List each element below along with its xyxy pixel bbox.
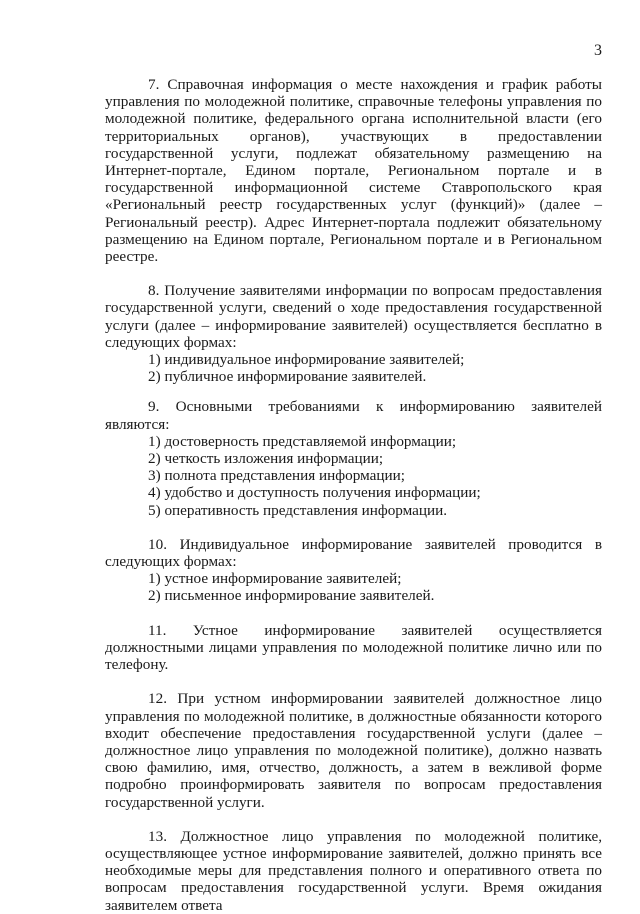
paragraph-10: 10. Индивидуальное информирование заявителей проводится в следующих формах:: [105, 535, 602, 571]
list-item: 1) достоверность представляемой информации;: [148, 432, 457, 450]
list-item: 2) публичное информирование заявителей.: [148, 368, 427, 386]
paragraph-12: 12. При устном информировании заявителей должностное лицо управления по молодежной политике, в должностные обязанности которого входит обеспечение предоставления государственной услуги (далее – должностное лицо управления по молодежной политике), должно назвать свою фамилию, имя, отчество, должность, а затем в вежливой форме подробно проинформировать заявителя по вопросам предоставления государственной услуги.: [105, 690, 602, 811]
paragraph-8: 8. Получение заявителями информации по вопросам предоставления государственной услуги, сведений о ходе предоставления государственной услуги (далее – информирование заявителей) осуществляется бесплатно в следующих формах:: [105, 282, 602, 351]
list-item: 1) устное информирование заявителей;: [148, 570, 402, 588]
page-number: 3: [594, 42, 602, 59]
document-body: [105, 76, 602, 914]
paragraph-13: 13. Должностное лицо управления по молодежной политике, осуществляющее устное информирование заявителей, должно принять все необходимые меры для представления полного и оперативного ответа по вопросам предоставления государственной услуги. Время ожидания заявителем ответа: [105, 827, 602, 914]
list-10: [105, 570, 602, 604]
list-item: 2) письменное информирование заявителей.: [148, 587, 435, 605]
list-9: [105, 433, 602, 519]
list-item: 5) оперативность представления информации.: [148, 501, 448, 519]
list-item: 4) удобство и доступность получения информации;: [148, 484, 481, 502]
list-item: 2) четкость изложения информации;: [148, 450, 384, 468]
paragraph-11: 11. Устное информирование заявителей осуществляется должностными лицами управления по молодежной политике лично или по телефону.: [105, 621, 602, 674]
list-item: 1) индивидуальное информирование заявителей;: [148, 351, 465, 369]
list-8: [105, 351, 602, 385]
paragraph-7: 7. Справочная информация о месте нахождения и график работы управления по молодежной политике, справочные телефоны управления по молодежной политике, федерального органа исполнительной власти (его территориальных органов), участвующих в предоставлении государственной услуги, подлежат обязательному размещению на Интернет-портале, Едином портале, Региональном портале и в государственной информационной системе Ставропольского края «Региональный реестр государственных услуг (функций)» (далее – Региональный реестр). Адрес Интернет-портала подлежит обязательному размещению на Едином портале, Региональном портале и в Региональном реестре.: [105, 76, 602, 266]
paragraph-9: 9. Основными требованиями к информированию заявителей являются:: [105, 398, 602, 433]
list-item: 3) полнота представления информации;: [148, 467, 405, 485]
